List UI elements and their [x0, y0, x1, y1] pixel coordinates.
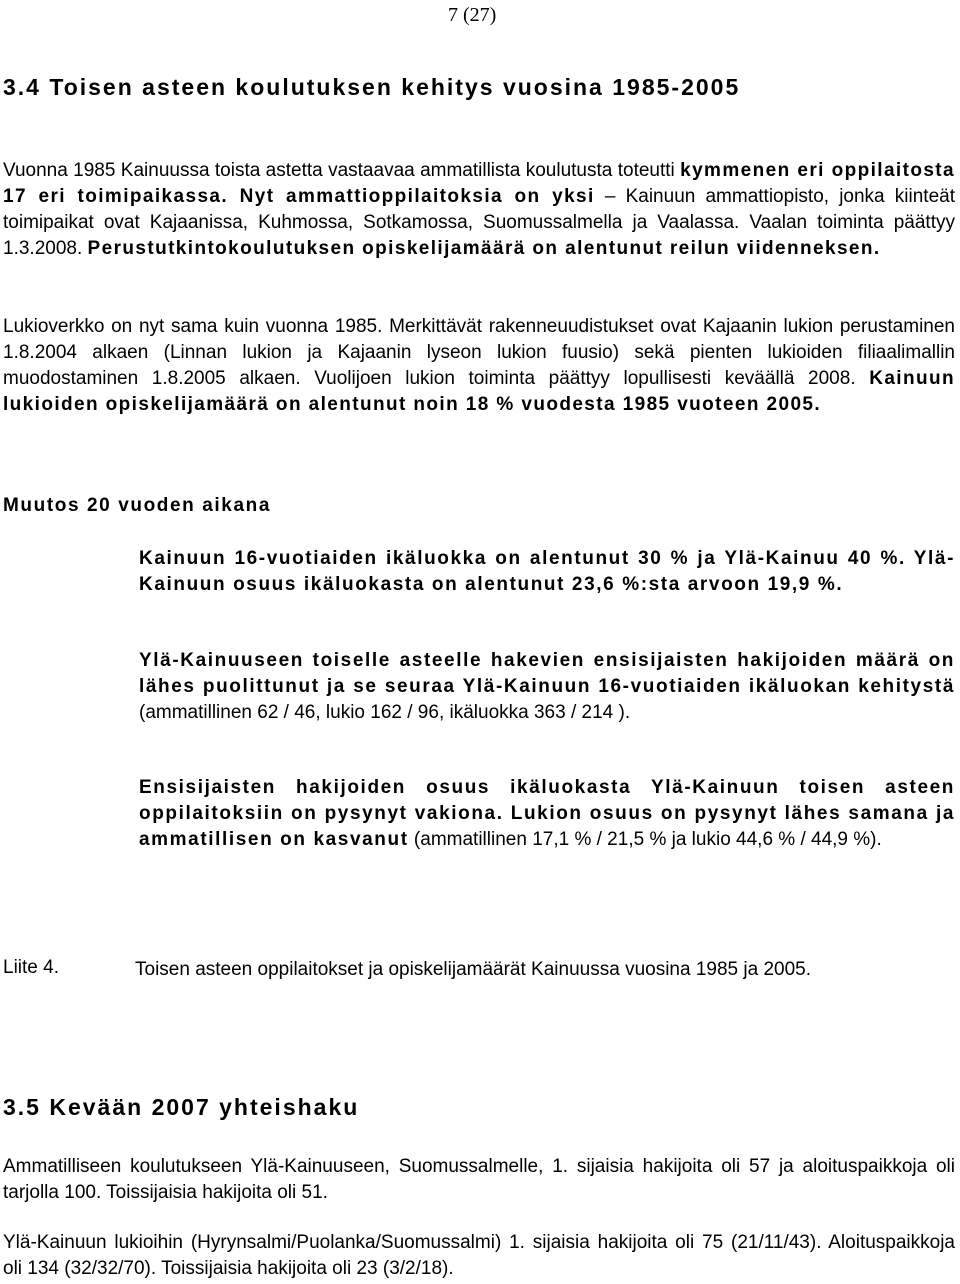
section-heading-3-4: 3.4 Toisen asteen koulutuksen kehitys vuosina 1985-2005: [3, 74, 741, 100]
paragraph-upper-secondary: [3, 314, 955, 418]
emphasis-text: Kainuun 16-vuotiaiden ikäluokka on alentunut 30 % ja Ylä-Kainuu 40 %. Ylä-Kainuun osuus ikäluokasta on alentunut 23,6 %:sta arvoon 19,9 %.: [139, 548, 955, 595]
emphasis-text: Ylä-Kainuuseen toiselle asteelle hakevien ensisijaisten hakijoiden määrä on lähes puolittunut ja se seuraa Ylä-Kainuun 16-vuotiaiden ikäluokan kehitystä: [139, 650, 955, 697]
appendix-text: Toisen asteen oppilaitokset ja opiskelijamäärät Kainuussa vuosina 1985 ja 2005.: [135, 959, 811, 980]
paragraph-text: – Kainuun ammattiopisto, jonka kiinteät toimipaikat ovat Kajaanissa, Kuhmossa, Sotkamossa, Suomussalmella ja Vaalassa. Vaalan toiminta päättyy 1.3.2008.: [3, 186, 955, 259]
subheading-change-20-years: Muutos 20 vuoden aikana: [3, 495, 272, 516]
appendix-label: Liite 4.: [3, 957, 59, 978]
paragraph-text: Vuonna 1985 Kainuussa toista astetta vastaavaa ammatillista koulutusta toteutti: [3, 160, 681, 181]
paragraph-upper-secondary-applicants: Ylä-Kainuun lukioihin (Hyrynsalmi/Puolanka/Suomussalmi) 1. sijaisia hakijoita oli 75 (21/11/43). Aloituspaikkoja oli 134 (32/32/70). Toissijaisia hakijoita oli 23 (3/2/18).: [3, 1232, 955, 1279]
indented-paragraph-age-group: [139, 546, 955, 598]
paragraph-text: (ammatillinen 17,1 % / 21,5 % ja lukio 44,6 % / 44,9 %).: [408, 829, 882, 850]
indented-paragraph-applicant-share: [139, 775, 955, 853]
paragraph-vocational-applicants: Ammatilliseen koulutukseen Ylä-Kainuuseen, Suomussalmelle, 1. sijaisia hakijoita oli 57 ja aloituspaikkoja oli tarjolla 100. Toissijaisia hakijoita oli 51.: [3, 1156, 955, 1203]
paragraph-vocational: [3, 158, 955, 262]
emphasis-text: Kainuun lukioiden opiskelijamäärä on alentunut noin 18 % vuodesta 1985 vuoteen 2005.: [3, 368, 955, 415]
paragraph-text: Lukioverkko on nyt sama kuin vuonna 1985. Merkittävät rakenneuudistukset ovat Kajaanin lukion perustaminen 1.8.2004 alkaen (Linnan lukion ja Kajaanin lyseon lukion fuusio) sekä pienten lukioiden filiaalimallin muodostaminen 1.8.2005 alkaen. Vuolijoen lukion toiminta päättyy lopullisesti keväällä 2008.: [3, 316, 955, 389]
page-number: 7 (27): [448, 4, 497, 26]
indented-paragraph-applicants: [139, 648, 955, 726]
emphasis-text: Perustutkintokoulutuksen opiskelijamäärä on alentunut reilun viidenneksen.: [87, 238, 881, 259]
emphasis-text: Ensisijaisten hakijoiden osuus ikäluokasta Ylä-Kainuun toisen asteen oppilaitoksiin on pysynyt vakiona. Lukion osuus on pysynyt lähes samana ja ammatillisen on kasvanut: [139, 777, 955, 850]
section-heading-3-5: 3.5 Kevään 2007 yhteishaku: [3, 1094, 360, 1120]
paragraph-text: (ammatillinen 62 / 46, lukio 162 / 96, ikäluokka 363 / 214 ).: [139, 702, 631, 723]
emphasis-text: kymmenen eri oppilaitosta 17 eri toimipaikassa. Nyt ammattioppilaitoksia on yksi: [3, 160, 955, 207]
